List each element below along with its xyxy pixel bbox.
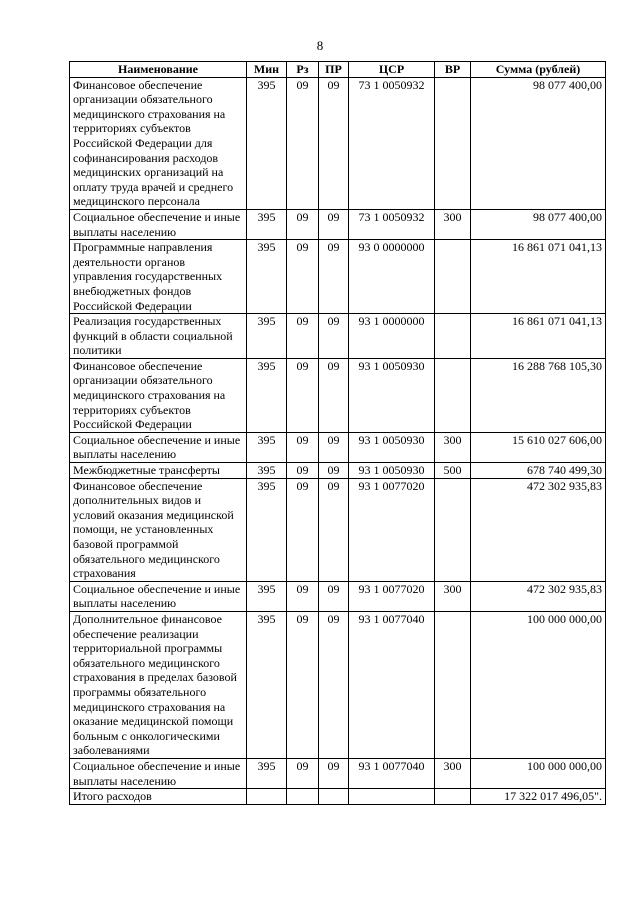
cell-min: 395 (247, 432, 287, 462)
cell-name: Финансовое обеспечение дополнительных видов и условий оказания медицинской помощи, не установленных базовой программой обязательного медицинского страхования (70, 478, 247, 581)
cell-rz: 09 (287, 758, 319, 788)
cell-rz: 09 (287, 581, 319, 611)
table-row (70, 758, 606, 788)
cell-pr: 09 (319, 463, 349, 479)
cell-rz: 09 (287, 432, 319, 462)
cell-vr: 300 (435, 209, 471, 239)
cell-name: Финансовое обеспечение организации обязательного медицинского страхования на территориях субъектов Российской Федерации (70, 358, 247, 432)
cell-csr: 93 1 0077040 (349, 758, 435, 788)
cell-min: 395 (247, 240, 287, 314)
cell-rz: 09 (287, 358, 319, 432)
cell-sum: 16 861 071 041,13 (471, 314, 606, 359)
cell-pr: 09 (319, 478, 349, 581)
cell-csr: 93 1 0050930 (349, 463, 435, 479)
cell-rz: 09 (287, 240, 319, 314)
table-row (70, 611, 606, 758)
cell-vr (435, 358, 471, 432)
header-csr: ЦСР (349, 62, 435, 78)
cell-sum: 472 302 935,83 (471, 581, 606, 611)
table-row (70, 358, 606, 432)
cell-min: 395 (247, 478, 287, 581)
cell-rz: 09 (287, 478, 319, 581)
page-number: 8 (316, 38, 324, 53)
cell-pr: 09 (319, 758, 349, 788)
cell-vr: 300 (435, 758, 471, 788)
cell-pr: 09 (319, 581, 349, 611)
cell-rz: 09 (287, 611, 319, 758)
cell-pr: 09 (319, 240, 349, 314)
cell-vr (435, 611, 471, 758)
cell-csr: 93 1 0077020 (349, 478, 435, 581)
cell-sum: 100 000 000,00 (471, 611, 606, 758)
budget-table (69, 61, 606, 805)
cell-vr (435, 240, 471, 314)
header-sum: Сумма (рублей) (471, 62, 606, 78)
cell-name: Социальное обеспечение и иные выплаты населению (70, 209, 247, 239)
cell-min: 395 (247, 358, 287, 432)
table-row (70, 209, 606, 239)
table-row (70, 314, 606, 359)
cell-pr: 09 (319, 314, 349, 359)
cell-min: 395 (247, 209, 287, 239)
cell-sum: 472 302 935,83 (471, 478, 606, 581)
table-row (70, 432, 606, 462)
cell-vr (435, 77, 471, 209)
cell-name: Социальное обеспечение и иные выплаты населению (70, 581, 247, 611)
cell-rz: 09 (287, 314, 319, 359)
table-body (70, 77, 606, 804)
cell-vr: 500 (435, 463, 471, 479)
cell-csr (349, 789, 435, 805)
cell-name: Дополнительное финансовое обеспечение реализации территориальной программы обязательного медицинского страхования в пределах базовой программы обязательного медицинского страхования на оказание медицинской помощи больным с онкологическими заболеваниями (70, 611, 247, 758)
cell-rz: 09 (287, 209, 319, 239)
cell-sum: 98 077 400,00 (471, 77, 606, 209)
table-row (70, 789, 606, 805)
header-rz: Рз (287, 62, 319, 78)
cell-name: Итого расходов (70, 789, 247, 805)
cell-rz (287, 789, 319, 805)
cell-sum: 16 288 768 105,30 (471, 358, 606, 432)
cell-name: Финансовое обеспечение организации обязательного медицинского страхования на территориях субъектов Российской Федерации для софинансирования расходов медицинских организаций на оплату труда врачей и среднего медицинского персонала (70, 77, 247, 209)
cell-sum: 98 077 400,00 (471, 209, 606, 239)
cell-min: 395 (247, 758, 287, 788)
cell-csr: 73 1 0050932 (349, 77, 435, 209)
cell-name: Социальное обеспечение и иные выплаты населению (70, 432, 247, 462)
cell-pr: 09 (319, 432, 349, 462)
cell-name: Социальное обеспечение и иные выплаты населению (70, 758, 247, 788)
cell-csr: 93 1 0000000 (349, 314, 435, 359)
cell-vr (435, 478, 471, 581)
cell-name: Реализация государственных функций в области социальной политики (70, 314, 247, 359)
cell-sum: 15 610 027 606,00 (471, 432, 606, 462)
cell-pr (319, 789, 349, 805)
cell-min: 395 (247, 77, 287, 209)
header-vr: ВР (435, 62, 471, 78)
cell-pr: 09 (319, 358, 349, 432)
cell-pr: 09 (319, 77, 349, 209)
cell-csr: 93 1 0077020 (349, 581, 435, 611)
cell-csr: 73 1 0050932 (349, 209, 435, 239)
cell-rz: 09 (287, 77, 319, 209)
cell-sum: 678 740 499,30 (471, 463, 606, 479)
cell-csr: 93 1 0050930 (349, 432, 435, 462)
cell-vr (435, 314, 471, 359)
table-row (70, 77, 606, 209)
cell-sum: 17 322 017 496,05". (471, 789, 606, 805)
header-name: Наименование (70, 62, 247, 78)
header-min: Мин (247, 62, 287, 78)
table-row (70, 240, 606, 314)
header-pr: ПР (319, 62, 349, 78)
cell-csr: 93 0 0000000 (349, 240, 435, 314)
cell-name: Межбюджетные трансферты (70, 463, 247, 479)
cell-min (247, 789, 287, 805)
cell-min: 395 (247, 463, 287, 479)
cell-sum: 100 000 000,00 (471, 758, 606, 788)
cell-pr: 09 (319, 209, 349, 239)
cell-sum: 16 861 071 041,13 (471, 240, 606, 314)
table-header-row (70, 62, 606, 78)
cell-vr (435, 789, 471, 805)
cell-csr: 93 1 0050930 (349, 358, 435, 432)
cell-name: Программные направления деятельности органов управления государственных внебюджетных фондов Российской Федерации (70, 240, 247, 314)
cell-min: 395 (247, 581, 287, 611)
cell-rz: 09 (287, 463, 319, 479)
table-row (70, 581, 606, 611)
cell-vr: 300 (435, 581, 471, 611)
cell-min: 395 (247, 314, 287, 359)
table-row (70, 478, 606, 581)
cell-pr: 09 (319, 611, 349, 758)
cell-csr: 93 1 0077040 (349, 611, 435, 758)
cell-min: 395 (247, 611, 287, 758)
cell-vr: 300 (435, 432, 471, 462)
table-row (70, 463, 606, 479)
